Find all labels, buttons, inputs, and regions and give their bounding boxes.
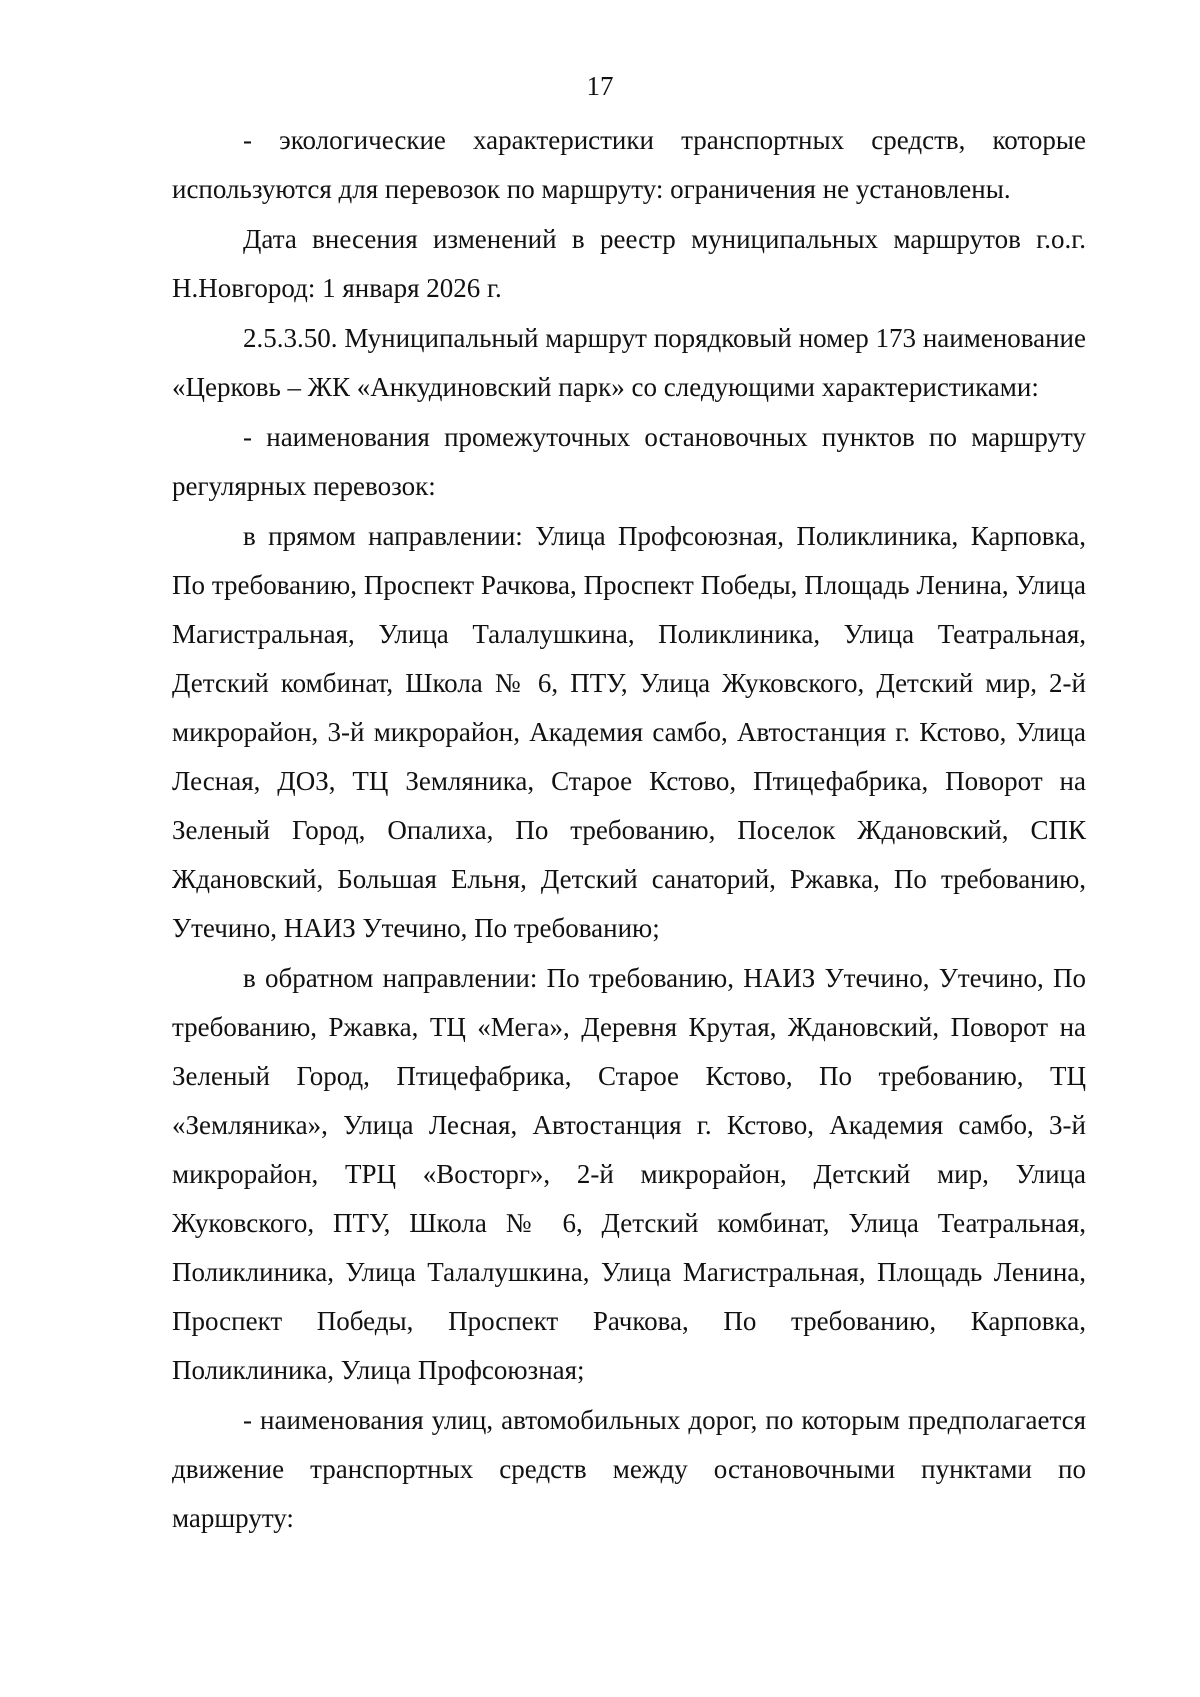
- paragraph-route-173-title: 2.5.3.50. Муниципальный маршрут порядковый номер 173 наименование «Церковь – ЖК «Анкудиновский парк» со следующими характеристиками:: [172, 323, 1086, 402]
- paragraph-forward-direction: в прямом направлении: Улица Профсоюзная, Поликлиника, Карповка, По требованию, Проспект Рачкова, Проспект Победы, Площадь Ленина, Улица Магистральная, Улица Талалушкина, Поликлиника, Улица Театральная, Детский комбинат, Школа № 6, ПТУ, Улица Жуковского, Детский мир, 2-й микрорайон, 3-й микрорайон, Академия самбо, Автостанция г. Кстово, Улица Лесная, ДОЗ, ТЦ Земляника, Старое Кстово, Птицефабрика, Поворот на Зеленый Город, Опалиха, По требованию, Поселок Ждановский, СПК Ждановский, Большая Ельня, Детский санаторий, Ржавка, По требованию, Утечино, НАИЗ Утечино, По требованию;: [172, 521, 1086, 943]
- paragraph-registry-date: Дата внесения изменений в реестр муниципальных маршрутов г.о.г. Н.Новгород: 1 января 2026 г.: [172, 224, 1086, 303]
- paragraph-reverse-direction: в обратном направлении: По требованию, НАИЗ Утечино, Утечино, По требованию, Ржавка, ТЦ «Мега», Деревня Крутая, Ждановский, Поворот на Зеленый Город, Птицефабрика, Старое Кстово, По требованию, ТЦ «Земляника», Улица Лесная, Автостанция г. Кстово, Академия самбо, 3-й микрорайон, ТРЦ «Восторг», 2-й микрорайон, Детский мир, Улица Жуковского, ПТУ, Школа № 6, Детский комбинат, Улица Театральная, Поликлиника, Улица Талалушкина, Улица Магистральная, Площадь Ленина, Проспект Победы, Проспект Рачкова, По требованию, Карповка, Поликлиника, Улица Профсоюзная;: [172, 963, 1086, 1385]
- paragraph-eco-characteristics: - экологические характеристики транспортных средств, которые используются для перевозок по маршруту: ограничения не установлены.: [172, 125, 1086, 204]
- paragraph-intermediate-stops-heading: - наименования промежуточных остановочных пунктов по маршруту регулярных перевозок:: [172, 422, 1086, 501]
- page-number: 17: [586, 71, 614, 101]
- paragraph-streets-heading: - наименования улиц, автомобильных дорог, по которым предполагается движение транспортных средств между остановочными пунктами по маршруту:: [172, 1405, 1086, 1533]
- document-body: [172, 116, 1086, 1544]
